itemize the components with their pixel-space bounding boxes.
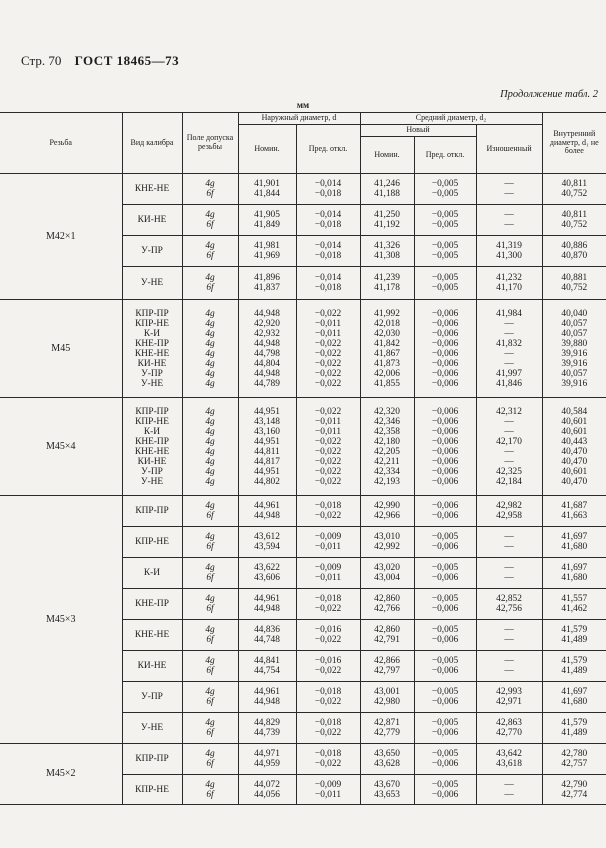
gauge-type-cell: У-ПР (122, 236, 182, 267)
pitch-deviation-cell: −0,005 −0,006 (414, 527, 476, 558)
outer-nominal-cell: 43,612 43,594 (238, 527, 296, 558)
outer-deviation-cell: −0,018 −0,022 (296, 744, 360, 775)
tolerance-cell: 4g 6f (182, 589, 238, 620)
thread-cell: M45×3 (0, 496, 122, 744)
worn-cell: 41,319 41,300 (476, 236, 542, 267)
outer-deviation-cell: −0,014 −0,018 (296, 205, 360, 236)
outer-deviation-cell: −0,018 −0,022 (296, 496, 360, 527)
worn-cell: 42,852 42,756 (476, 589, 542, 620)
worn-cell: 42,993 42,971 (476, 682, 542, 713)
pitch-nominal-cell: 42,320 42,346 42,358 42,180 42,205 42,211 42,334 42,193 (360, 398, 414, 496)
table-continuation-note: Продолжение табл. 2 (500, 89, 598, 100)
gauge-type-cell: КПР-НЕ (122, 775, 182, 805)
pitch-deviation-cell: −0,005 −0,005 (414, 205, 476, 236)
tolerance-cell: 4g 4g 4g 4g 4g 4g 4g 4g (182, 300, 238, 398)
worn-cell: — — (476, 651, 542, 682)
worn-cell: 42,982 42,958 (476, 496, 542, 527)
inner-diameter-cell: 40,886 40,870 (542, 236, 606, 267)
inner-diameter-cell: 40,811 40,752 (542, 174, 606, 205)
outer-deviation-cell: −0,022 −0,011 −0,011 −0,022 −0,022 −0,022 −0,022 −0,022 (296, 398, 360, 496)
inner-diameter-cell: 40,584 40,601 40,601 40,443 40,470 40,470 40,601 40,470 (542, 398, 606, 496)
pitch-deviation-cell: −0,005 −0,005 (414, 267, 476, 300)
thread-cell: M42×1 (0, 174, 122, 300)
pitch-deviation-cell: −0,005 −0,005 (414, 236, 476, 267)
worn-cell: 43,642 43,618 (476, 744, 542, 775)
col-outer-nominal: Номин. (238, 125, 296, 174)
outer-deviation-cell: −0,009 −0,011 (296, 558, 360, 589)
inner-diameter-cell: 41,579 41,489 (542, 651, 606, 682)
thread-cell: M45×2 (0, 744, 122, 805)
pitch-deviation-cell: −0,005 −0,006 (414, 682, 476, 713)
tolerance-cell: 4g 6f (182, 267, 238, 300)
pitch-deviation-cell: −0,005 −0,006 (414, 744, 476, 775)
table-row (0, 398, 606, 496)
pitch-nominal-cell: 43,010 42,992 (360, 527, 414, 558)
pitch-nominal-cell: 42,860 42,791 (360, 620, 414, 651)
col-pitch-deviation: Пред. откл. (414, 137, 476, 174)
col-pitch-nominal: Номин. (360, 137, 414, 174)
col-pitch-diameter: Средний диаметр, d₂ (360, 113, 542, 125)
pitch-deviation-cell: −0,006 −0,006 −0,006 −0,006 −0,006 −0,006 −0,006 −0,006 (414, 398, 476, 496)
pitch-deviation-cell: −0,006 −0,006 −0,006 −0,006 −0,006 −0,006 −0,006 −0,006 (414, 300, 476, 398)
gauge-type-cell: КИ-НЕ (122, 205, 182, 236)
gauge-type-cell: У-НЕ (122, 267, 182, 300)
pitch-deviation-cell: −0,005 −0,005 (414, 174, 476, 205)
pitch-deviation-cell: −0,006 −0,006 (414, 496, 476, 527)
worn-cell: — — (476, 527, 542, 558)
worn-cell: — — (476, 205, 542, 236)
pitch-nominal-cell: 43,020 43,004 (360, 558, 414, 589)
col-thread: Резьба (0, 113, 122, 174)
gauge-type-cell: КПР-ПР (122, 496, 182, 527)
pitch-nominal-cell: 43,650 43,628 (360, 744, 414, 775)
col-worn: Изношенный (476, 125, 542, 174)
gauge-type-cell: КИ-НЕ (122, 651, 182, 682)
outer-nominal-cell: 44,841 44,754 (238, 651, 296, 682)
outer-deviation-cell: −0,014 −0,018 (296, 174, 360, 205)
outer-nominal-cell: 44,961 44,948 (238, 589, 296, 620)
inner-diameter-cell: 41,557 41,462 (542, 589, 606, 620)
unit-label: мм (296, 100, 310, 110)
inner-diameter-cell: 42,780 42,757 (542, 744, 606, 775)
inner-diameter-cell: 40,811 40,752 (542, 205, 606, 236)
outer-deviation-cell: −0,016 −0,022 (296, 620, 360, 651)
inner-diameter-cell: 40,040 40,057 40,057 39,880 39,916 39,916 40,057 39,916 (542, 300, 606, 398)
inner-diameter-cell: 41,697 41,680 (542, 527, 606, 558)
tolerance-cell: 4g 6f (182, 775, 238, 805)
inner-diameter-cell: 41,579 41,489 (542, 713, 606, 744)
gauge-type-cell: КПР-НЕ (122, 527, 182, 558)
tolerance-cell: 4g 6f (182, 682, 238, 713)
gauge-type-cell: КНЕ-НЕ (122, 620, 182, 651)
inner-diameter-cell: 42,790 42,774 (542, 775, 606, 805)
inner-diameter-cell: 41,687 41,663 (542, 496, 606, 527)
standard-code: ГОСТ 18465—73 (74, 53, 180, 68)
tolerance-cell: 4g 6f (182, 174, 238, 205)
worn-cell: 41,984 — — 41,832 — — 41,997 41,846 (476, 300, 542, 398)
pitch-nominal-cell: 42,990 42,966 (360, 496, 414, 527)
worn-cell: — — (476, 775, 542, 805)
outer-deviation-cell: −0,018 −0,022 (296, 713, 360, 744)
page-header (21, 53, 179, 69)
pitch-nominal-cell: 41,239 41,178 (360, 267, 414, 300)
outer-deviation-cell: −0,009 −0,011 (296, 527, 360, 558)
gauge-type-cell: К-И (122, 558, 182, 589)
page-number: Стр. 70 (21, 53, 62, 68)
pitch-deviation-cell: −0,005 −0,006 (414, 589, 476, 620)
pitch-nominal-cell: 42,871 42,779 (360, 713, 414, 744)
col-tolerance-field: Поле допуска резьбы (182, 113, 238, 174)
outer-nominal-cell: 44,948 42,920 42,932 44,948 44,798 44,804 44,948 44,789 (238, 300, 296, 398)
gauge-type-cell: У-ПР (122, 682, 182, 713)
outer-deviation-cell: −0,014 −0,018 (296, 236, 360, 267)
gauge-type-cell: КНЕ-ПР (122, 589, 182, 620)
col-outer-diameter: Наружный диаметр, d (238, 113, 360, 125)
tolerance-cell: 4g 6f (182, 205, 238, 236)
pitch-deviation-cell: −0,005 −0,006 (414, 713, 476, 744)
outer-nominal-cell: 44,951 43,148 43,160 44,951 44,811 44,817 44,951 44,802 (238, 398, 296, 496)
outer-nominal-cell: 44,971 44,959 (238, 744, 296, 775)
tolerance-cell: 4g 6f (182, 620, 238, 651)
gauge-type-cell: У-НЕ (122, 713, 182, 744)
pitch-nominal-cell: 41,992 42,018 42,030 41,842 41,867 41,873 42,006 41,855 (360, 300, 414, 398)
inner-diameter-cell: 41,579 41,489 (542, 620, 606, 651)
table-row (0, 300, 606, 398)
worn-cell: — — (476, 558, 542, 589)
pitch-deviation-cell: −0,005 −0,006 (414, 558, 476, 589)
pitch-deviation-cell: −0,005 −0,006 (414, 651, 476, 682)
pitch-nominal-cell: 41,250 41,192 (360, 205, 414, 236)
pitch-nominal-cell: 42,866 42,797 (360, 651, 414, 682)
outer-nominal-cell: 44,829 44,739 (238, 713, 296, 744)
col-new: Новый (360, 125, 476, 137)
worn-cell: — — (476, 174, 542, 205)
tolerance-cell: 4g 6f (182, 651, 238, 682)
tolerance-cell: 4g 6f (182, 744, 238, 775)
thread-cell: M45 (0, 300, 122, 398)
worn-cell: 42,312 — — 42,170 — — 42,325 42,184 (476, 398, 542, 496)
outer-nominal-cell: 43,622 43,606 (238, 558, 296, 589)
pitch-deviation-cell: −0,005 −0,006 (414, 620, 476, 651)
table-row (0, 174, 606, 205)
outer-nominal-cell: 41,901 41,844 (238, 174, 296, 205)
table-row (0, 496, 606, 527)
inner-diameter-cell: 41,697 41,680 (542, 682, 606, 713)
outer-deviation-cell: −0,018 −0,022 (296, 682, 360, 713)
tolerance-cell: 4g 6f (182, 527, 238, 558)
outer-nominal-cell: 41,905 41,849 (238, 205, 296, 236)
pitch-deviation-cell: −0,005 −0,006 (414, 775, 476, 805)
gauge-type-cell: КПР-ПР (122, 744, 182, 775)
outer-deviation-cell: −0,018 −0,022 (296, 589, 360, 620)
pitch-nominal-cell: 41,326 41,308 (360, 236, 414, 267)
gauge-type-cell: КПР-ПР КПР-НЕ К-И КНЕ-ПР КНЕ-НЕ КИ-НЕ У-ПР У-НЕ (122, 300, 182, 398)
tolerance-cell: 4g 6f (182, 713, 238, 744)
worn-cell: 41,232 41,170 (476, 267, 542, 300)
outer-nominal-cell: 41,981 41,969 (238, 236, 296, 267)
table-row (0, 744, 606, 775)
dimensions-table (0, 112, 606, 805)
col-gauge-type: Вид калибра (122, 113, 182, 174)
outer-nominal-cell: 44,961 44,948 (238, 682, 296, 713)
outer-deviation-cell: −0,022 −0,011 −0,011 −0,022 −0,022 −0,022 −0,022 −0,022 (296, 300, 360, 398)
col-outer-deviation: Пред. откл. (296, 125, 360, 174)
outer-deviation-cell: −0,009 −0,011 (296, 775, 360, 805)
pitch-nominal-cell: 43,670 43,653 (360, 775, 414, 805)
worn-cell: 42,863 42,770 (476, 713, 542, 744)
outer-deviation-cell: −0,016 −0,022 (296, 651, 360, 682)
outer-nominal-cell: 41,896 41,837 (238, 267, 296, 300)
col-inner-diameter: Внутренний диаметр, d₁ не более (542, 113, 606, 174)
tolerance-cell: 4g 6f (182, 496, 238, 527)
inner-diameter-cell: 41,697 41,680 (542, 558, 606, 589)
outer-nominal-cell: 44,961 44,948 (238, 496, 296, 527)
outer-deviation-cell: −0,014 −0,018 (296, 267, 360, 300)
tolerance-cell: 4g 6f (182, 236, 238, 267)
tolerance-cell: 4g 4g 4g 4g 4g 4g 4g 4g (182, 398, 238, 496)
worn-cell: — — (476, 620, 542, 651)
outer-nominal-cell: 44,072 44,056 (238, 775, 296, 805)
thread-cell: M45×4 (0, 398, 122, 496)
gauge-type-cell: КНЕ-НЕ (122, 174, 182, 205)
pitch-nominal-cell: 43,001 42,980 (360, 682, 414, 713)
pitch-nominal-cell: 41,246 41,188 (360, 174, 414, 205)
inner-diameter-cell: 40,881 40,752 (542, 267, 606, 300)
table-body (0, 174, 606, 805)
outer-nominal-cell: 44,836 44,748 (238, 620, 296, 651)
pitch-nominal-cell: 42,860 42,766 (360, 589, 414, 620)
gauge-type-cell: КПР-ПР КПР-НЕ К-И КНЕ-ПР КНЕ-НЕ КИ-НЕ У-ПР У-НЕ (122, 398, 182, 496)
tolerance-cell: 4g 6f (182, 558, 238, 589)
